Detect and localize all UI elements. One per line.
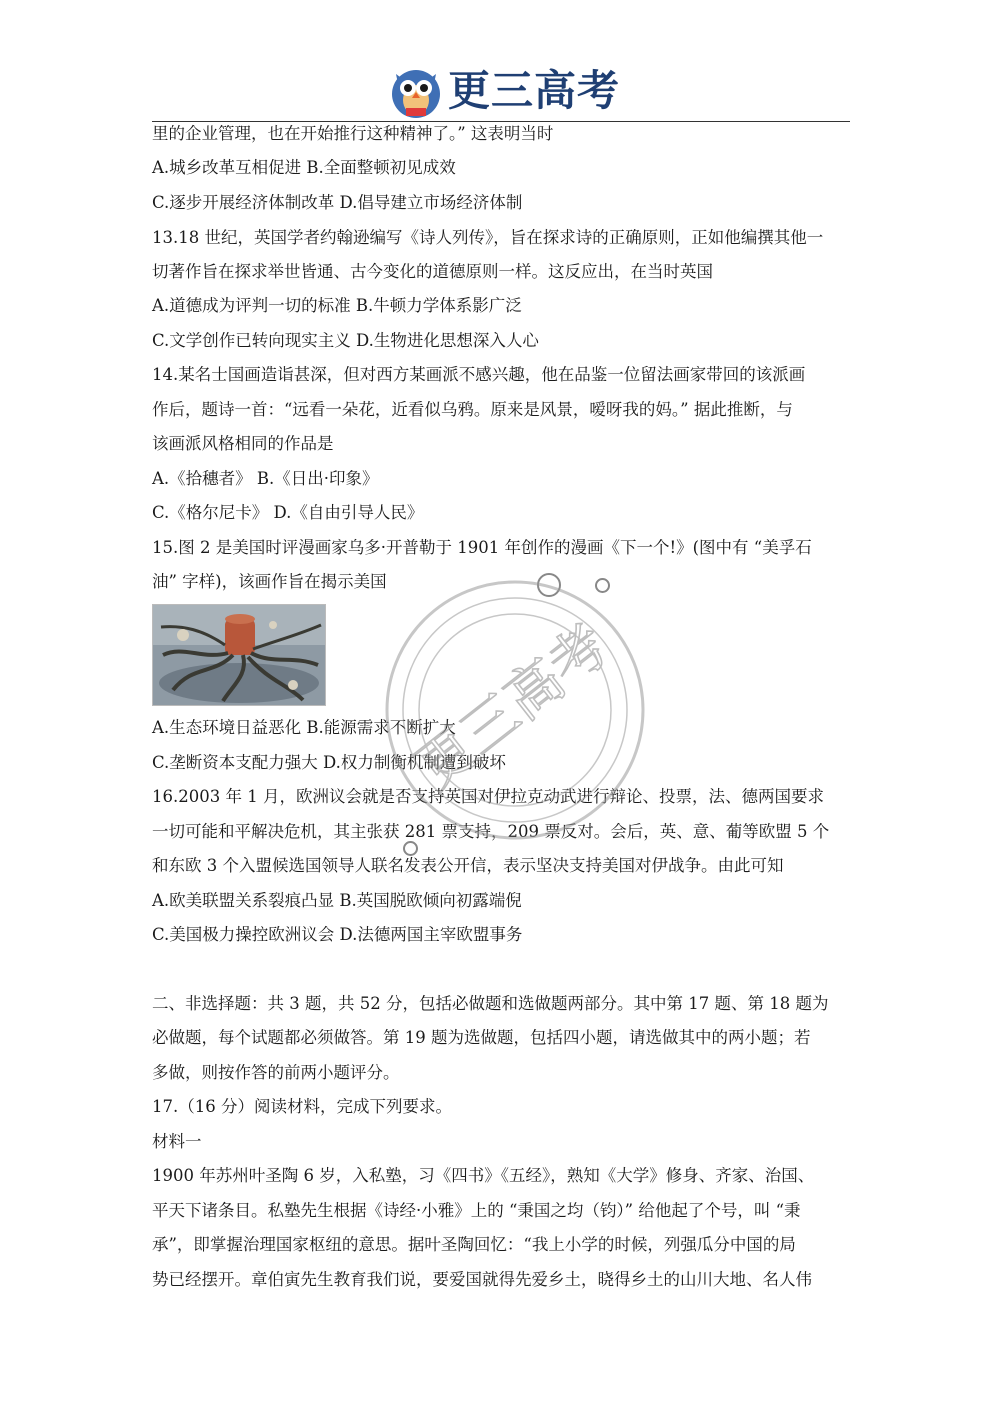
cartoon-figure: [152, 604, 326, 706]
text-line: 承”，即掌握治理国家枢纽的意思。据叶圣陶回忆：“我上小学的时候，列强瓜分中国的局: [152, 1235, 796, 1254]
option-line: A.生态环境日益恶化 B.能源需求不断扩大: [152, 718, 456, 737]
brand-logo: [388, 64, 628, 118]
question-16: 16.2003 年 1 月，欧洲议会就是否支持英国对伊拉克动武进行辩论、投票，法、德两国要求: [152, 787, 824, 806]
material-heading: 材料一: [152, 1132, 202, 1151]
text-line: 作后，题诗一首：“远看一朵花，近看似乌鸦。原来是风景，嗳呀我的妈。” 据此推断，与: [152, 400, 793, 419]
decorative-circle-large: [537, 573, 561, 597]
text-line: 切著作旨在探求举世皆通、古今变化的道德原则一样。这反应出，在当时英国: [152, 262, 713, 281]
question-15: 15.图 2 是美国时评漫画家乌多·开普勒于 1901 年创作的漫画《下一个!》(图中有 “美孚石: [152, 538, 812, 557]
text-line: 1900 年苏州叶圣陶 6 岁，入私塾，习《四书》《五经》，熟知《大学》修身、齐家、治国、: [152, 1166, 815, 1185]
owl-logo-icon: [388, 64, 444, 120]
watermark-text: 更三高考: [404, 612, 622, 802]
text-line: 多做，则按作答的前两小题评分。: [152, 1063, 400, 1082]
option-line: A.《拾穗者》 B.《日出·印象》: [152, 469, 379, 488]
section-heading: 二、非选择题：共 3 题，共 52 分，包括必做题和选做题两部分。其中第 17 题、第 18 题为: [152, 994, 829, 1013]
question-14: 14.某名士国画造诣甚深，但对西方某画派不感兴趣，他在品鉴一位留法画家带回的该派画: [152, 365, 806, 384]
text-line: 和东欧 3 个入盟候选国领导人联名发表公开信，表示坚决支持美国对伊战争。由此可知: [152, 856, 784, 875]
option-line: C.美国极力操控欧洲议会 D.法德两国主宰欧盟事务: [152, 925, 523, 944]
option-line: C.文学创作已转向现实主义 D.生物进化思想深入人心: [152, 331, 539, 350]
political-cartoon-octopus-icon: [153, 605, 325, 705]
text-line: 势已经摆开。章伯寅先生教育我们说，要爱国就得先爱乡土，晓得乡土的山川大地、名人伟: [152, 1270, 812, 1289]
option-line: C.逐步开展经济体制改革 D.倡导建立市场经济体制: [152, 193, 523, 212]
text-line: 必做题，每个试题都必须做答。第 19 题为选做题，包括四小题，请选做其中的两小题；若: [152, 1028, 811, 1047]
text-line: 一切可能和平解决危机，其主张获 281 票支持，209 票反对。会后，英、意、葡等欧盟 5 个: [152, 822, 830, 841]
option-line: C.《格尔尼卡》 D.《自由引导人民》: [152, 503, 424, 522]
text-line: 油” 字样)，该画作旨在揭示美国: [152, 572, 387, 591]
option-line: A.城乡改革互相促进 B.全面整顿初见成效: [152, 158, 456, 177]
page-header: [0, 60, 1000, 122]
option-line: A.欧美联盟关系裂痕凸显 B.英国脱欧倾向初露端倪: [152, 891, 522, 910]
decorative-circle-small: [403, 841, 418, 856]
text-line: 平天下诸条目。私塾先生根据《诗经·小雅》上的 “秉国之均（钧）” 给他起了个号，叫 “秉: [152, 1201, 801, 1220]
logo-text: 更三高考: [448, 66, 621, 115]
text-line: 该画派风格相同的作品是: [152, 434, 334, 453]
decorative-circle-small: [595, 578, 610, 593]
question-13: 13.18 世纪，英国学者约翰逊编写《诗人列传》，旨在探求诗的正确原则，正如他编撰其他一: [152, 228, 824, 247]
question-17: 17.（16 分）阅读材料，完成下列要求。: [152, 1097, 452, 1116]
option-line: A.道德成为评判一切的标准 B.牛顿力学体系影广泛: [152, 296, 522, 315]
text-line: 里的企业管理，也在开始推行这种精神了。” 这表明当时: [152, 124, 554, 143]
header-rule: [152, 121, 850, 122]
option-line: C.垄断资本支配力强大 D.权力制衡机制遭到破坏: [152, 753, 506, 772]
